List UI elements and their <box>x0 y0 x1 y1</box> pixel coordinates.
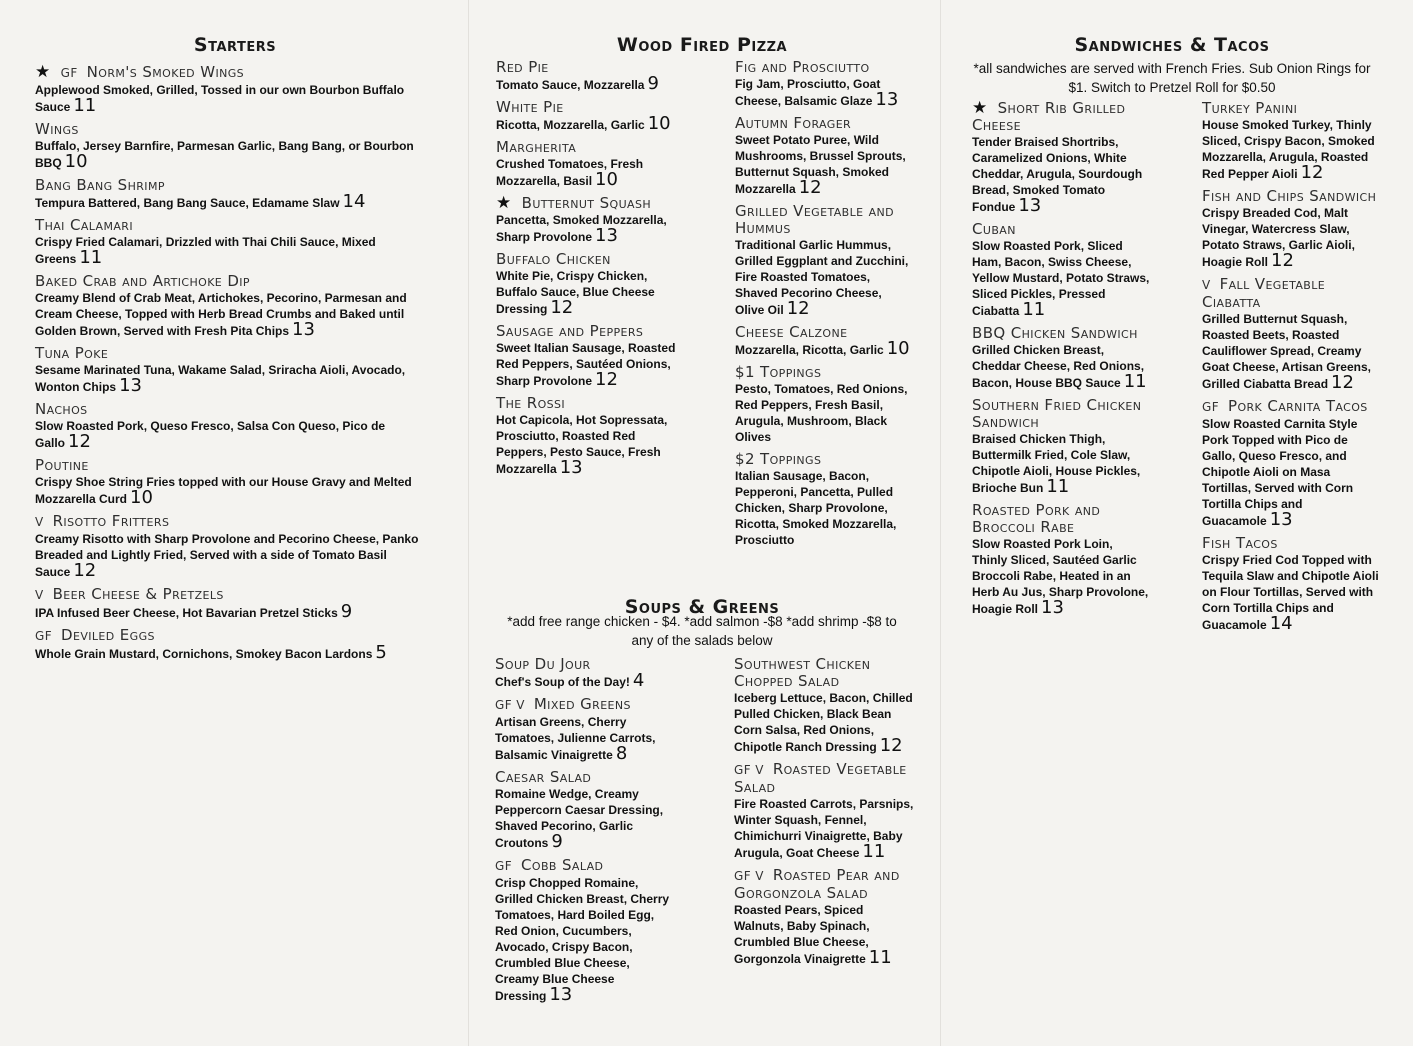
menu-item-description-line <box>496 412 684 477</box>
menu-item <box>1202 535 1380 633</box>
dietary-tag: GF V <box>734 869 764 883</box>
menu-item-description: Romaine Wedge, Creamy Peppercorn Caesar Dressing, Shaved Pecorino, Garlic Croutons <box>495 787 664 850</box>
menu-item-description: Slow Roasted Carnita Style Pork Topped with Pico de Gallo, Queso Fresco, and Chipotle Aioli on Masa Tortillas, Served with Corn Tortilla Chips and Guacamole <box>1202 417 1358 528</box>
menu-item-name: Fish and Chips Sandwich <box>1202 187 1377 205</box>
menu-item-description-line <box>35 290 443 339</box>
menu-item <box>495 769 673 851</box>
dietary-tag: V <box>1202 278 1211 292</box>
menu-item <box>35 273 443 339</box>
menu-item-price: 11 <box>862 841 886 862</box>
menu-item-description-line <box>734 796 914 861</box>
menu-item-description-line <box>1202 205 1380 270</box>
menu-item-name-line <box>495 696 673 714</box>
menu-item <box>35 177 443 211</box>
menu-item-description-line <box>496 73 684 94</box>
menu-item-name-line <box>35 177 443 194</box>
menu-item <box>496 395 684 477</box>
menu-item-description: Crispy Fried Calamari, Drizzled with Thai Chili Sauce, Mixed Greens <box>35 235 376 266</box>
menu-item-description: Braised Chicken Thigh, Buttermilk Fried, Cole Slaw, Chipotle Aioli, House Pickles, Brioche Bun <box>972 432 1141 495</box>
menu-item-name: Nachos <box>35 400 88 418</box>
menu-item-name: Southwest Chicken Chopped Salad <box>734 655 871 690</box>
menu-item-name: Beer Cheese & Pretzels <box>52 585 224 603</box>
menu-item-description: Tomato Sauce, Mozzarella <box>496 78 645 92</box>
dietary-tag: GF <box>60 66 78 80</box>
menu-item-name: Tuna Poke <box>35 344 109 362</box>
menu-item-description-line <box>35 138 443 171</box>
menu-item-price: 13 <box>595 225 618 246</box>
menu-item-description: Hot Capicola, Hot Sopressata, Prosciutto, Roasted Red Peppers, Pesto Sauce, Fresh Mozzarella <box>496 413 668 476</box>
sandwiches-note: *all sandwiches are served with French Fries. Sub Onion Rings for $1. Switch to Pretzel Roll for $0.50 <box>973 61 1371 95</box>
menu-item-description-line <box>735 381 913 445</box>
menu-item-price: 13 <box>559 457 583 478</box>
menu-item-description: Sesame Marinated Tuna, Wakame Salad, Sriracha Aioli, Avocado, Wonton Chips <box>35 363 406 394</box>
menu-item-description: Fire Roasted Carrots, Parsnips, Winter Squash, Fennel, Chimichurri Vinaigrette, Baby Arugula, Goat Cheese <box>734 797 914 860</box>
menu-item-price: 12 <box>879 735 903 756</box>
menu-item-name: Autumn Forager <box>735 114 852 132</box>
menu-item-name: Roasted Vegetable Salad <box>734 760 907 796</box>
menu-item-description: Pancetta, Smoked Mozzarella, Sharp Provolone <box>496 213 667 244</box>
menu-item-name: Buffalo Chicken <box>496 250 611 268</box>
pizza-list-left <box>496 59 684 483</box>
menu-item-description: Crispy Fried Cod Topped with Tequila Slaw and Chipotle Aioli on Flour Tortillas, Served with Corn Tortilla Chips and Guacamole <box>1202 553 1379 632</box>
menu-item-name: Butternut Squash <box>521 194 651 212</box>
menu-item <box>734 761 914 861</box>
menu-item-description: Artisan Greens, Cherry Tomatoes, Julienne Carrots, Balsamic Vinaigrette <box>495 715 656 762</box>
menu-item-name-line <box>972 221 1150 238</box>
menu-item-name-line <box>495 656 673 673</box>
menu-item-description-line <box>495 714 673 763</box>
menu-item-description: Chef's Soup of the Day! <box>495 675 630 689</box>
menu-item-name-line <box>1202 100 1380 117</box>
menu-item-price: 11 <box>1046 476 1070 497</box>
panel-fold-right <box>940 0 941 1046</box>
menu-item-description: Traditional Garlic Hummus, Grilled Eggplant and Zucchini, Fire Roasted Tomatoes, Shaved Pecorino Cheese, Olive Oil <box>735 238 909 317</box>
menu-item-description-line <box>35 234 443 267</box>
menu-item-name-line <box>35 457 443 474</box>
menu-item-name-line <box>495 857 673 875</box>
sandwiches-list-right <box>1202 100 1380 639</box>
menu-item <box>35 586 443 621</box>
menu-item <box>35 401 443 451</box>
soups-note: *add free range chicken - $4. *add salmon -$8 *add shrimp -$8 to any of the salads below <box>507 614 897 648</box>
menu-item-name-line <box>972 397 1150 431</box>
menu-item-price: 10 <box>595 169 618 190</box>
menu-item-name-line <box>496 139 684 156</box>
menu-item-description-line <box>972 342 1150 391</box>
menu-item-price: 11 <box>1022 299 1046 320</box>
menu-item <box>496 323 684 389</box>
menu-item-name-line <box>496 323 684 340</box>
menu-item <box>1202 276 1380 392</box>
menu-item-name: Fish Tacos <box>1202 534 1278 552</box>
menu-item-name: Cuban <box>972 220 1016 238</box>
menu-item <box>495 696 673 763</box>
menu-item-name: Baked Crab and Artichoke Dip <box>35 272 250 290</box>
dietary-tag: GF V <box>734 763 764 777</box>
menu-item-name-line <box>35 401 443 418</box>
menu-item-name: Poutine <box>35 456 89 474</box>
menu-item-description: Roasted Pears, Spiced Walnuts, Baby Spinach, Crumbled Blue Cheese, Gorgonzola Vinaigrette <box>734 903 870 966</box>
menu-item-description: Slow Roasted Pork, Queso Fresco, Salsa Con Queso, Pico de Gallo <box>35 419 386 450</box>
menu-item-description-line <box>495 786 673 851</box>
menu-item-description: Slow Roasted Pork Loin, Thinly Sliced, Sautéed Garlic Broccoli Rabe, Heated in an Herb Au Jus, Sharp Provolone, Hoagie Roll <box>972 537 1149 616</box>
menu-item-description-line <box>35 82 443 115</box>
menu-item-name-line <box>734 656 914 690</box>
menu-item-description: Crisp Chopped Romaine, Grilled Chicken Breast, Cherry Tomatoes, Hard Boiled Egg, Red Onion, Cucumbers, Avocado, Crispy Bacon, Crumbled Blue Cheese, Creamy Blue Cheese Dressing <box>495 876 670 1003</box>
menu-item-description-line <box>735 338 913 359</box>
menu-item-price: 12 <box>595 369 618 390</box>
menu-item <box>35 513 443 580</box>
menu-item <box>496 195 684 245</box>
menu-item-description-line <box>972 134 1150 215</box>
menu-item <box>495 857 673 1004</box>
menu-item-description-line <box>35 601 443 622</box>
menu-item-price: 5 <box>375 642 387 663</box>
menu-item <box>495 656 673 690</box>
menu-item-name-line <box>35 121 443 138</box>
menu-item-name: Cheese Calzone <box>735 323 848 341</box>
menu-item-price: 12 <box>1300 162 1324 183</box>
dietary-tag: GF V <box>495 698 525 712</box>
menu-item-name-line <box>1202 535 1380 552</box>
sandwiches-title: Sandwiches & Tacos <box>1074 34 1270 56</box>
menu-item-price: 9 <box>340 601 353 622</box>
menu-item <box>735 324 913 358</box>
star-icon: ★ <box>35 62 51 82</box>
menu-item-description: Sweet Italian Sausage, Roasted Red Peppers, Sautéed Onions, Sharp Provolone <box>496 341 676 388</box>
menu-item-price: 13 <box>119 375 142 396</box>
menu-item-description-line <box>495 670 673 691</box>
menu-item <box>1202 398 1380 529</box>
menu-item-price: 12 <box>786 298 810 319</box>
menu-item-description: Crispy Shoe String Fries topped with our House Gravy and Melted Mozzarella Curd <box>35 475 412 506</box>
menu-item-description: Mozzarella, Ricotta, Garlic <box>735 343 884 357</box>
menu-item-description-line <box>35 642 443 663</box>
menu-item <box>35 627 443 662</box>
menu-item-description-line <box>1202 311 1380 392</box>
menu-item-price: 10 <box>64 151 88 172</box>
menu-item <box>734 656 914 755</box>
menu-item-price: 12 <box>1271 250 1294 271</box>
menu-item-description: Sweet Potato Puree, Wild Mushrooms, Brussel Sprouts, Butternut Squash, Smoked Mozzarella <box>735 133 906 196</box>
menu-item-name: Red Pie <box>496 58 549 76</box>
menu-item-description-line <box>972 536 1150 617</box>
menu-item-description-line <box>1202 117 1380 182</box>
menu-item-name: $1 Toppings <box>735 363 822 381</box>
menu-item <box>735 203 913 318</box>
menu-item-price: 12 <box>73 560 97 581</box>
star-icon: ★ <box>972 98 988 118</box>
menu-item-name: Short Rib Grilled Cheese <box>972 99 1126 134</box>
menu-item <box>1202 188 1380 270</box>
menu-item-price: 11 <box>73 95 97 116</box>
menu-item-name-line <box>495 769 673 786</box>
menu-item-name-line <box>35 345 443 362</box>
menu-item-description-line <box>735 132 913 197</box>
menu-item-description: Crispy Breaded Cod, Malt Vinegar, Watercress Slaw, Potato Straws, Garlic Aioli, Hoagie Roll <box>1202 206 1355 269</box>
menu-item-description-line <box>735 76 913 109</box>
menu-item-description: Pesto, Tomatoes, Red Onions, Red Peppers, Fresh Basil, Arugula, Mushroom, Black Olives <box>735 382 908 444</box>
menu-item <box>735 59 913 109</box>
menu-item-description: Slow Roasted Pork, Sliced Ham, Bacon, Swiss Cheese, Yellow Mustard, Potato Straws, Sliced Pickles, Pressed Ciabatta <box>972 239 1150 318</box>
menu-item <box>972 100 1150 215</box>
menu-item <box>35 121 443 171</box>
dietary-tag: GF <box>495 859 513 873</box>
menu-item-description: Creamy Blend of Crab Meat, Artichokes, Pecorino, Parmesan and Cream Cheese, Topped with Herb Bread Crumbs and Baked until Golden Brown, Served with Fresh Pita Chips <box>35 291 407 338</box>
menu-item-description-line <box>1202 416 1380 529</box>
menu-item-price: 14 <box>342 191 366 212</box>
menu-item-description-line <box>972 238 1150 319</box>
starters-list <box>35 64 443 668</box>
menu-item-price: 13 <box>1269 509 1293 530</box>
menu-item-name: The Rossi <box>496 394 566 412</box>
menu-item-name: Bang Bang Shrimp <box>35 176 165 194</box>
menu-item <box>735 115 913 197</box>
menu-item-price: 13 <box>875 89 899 110</box>
sandwiches-list-left <box>972 100 1150 623</box>
menu-item-price: 12 <box>798 177 822 198</box>
menu-item-description-line <box>496 113 684 134</box>
menu-item-price: 11 <box>79 247 103 268</box>
menu-item-description-line <box>734 902 914 967</box>
menu-item-name: Norm's Smoked Wings <box>86 63 245 81</box>
menu-item-name: Southern Fried Chicken Sandwich <box>972 396 1142 431</box>
menu-item-description-line <box>496 212 684 245</box>
menu-item-price: 13 <box>549 984 573 1005</box>
menu-item-description-line <box>35 474 443 507</box>
menu-item <box>496 59 684 93</box>
dietary-tag: V <box>35 588 44 602</box>
menu-item-description: Grilled Chicken Breast, Cheddar Cheese, Red Onions, Bacon, House BBQ Sauce <box>972 343 1145 390</box>
menu-item-description: Italian Sausage, Bacon, Pepperoni, Pancetta, Pulled Chicken, Sharp Provolone, Ricotta, Smoked Mozzarella, Prosciutto <box>735 469 897 547</box>
menu-item <box>35 457 443 507</box>
menu-item-description-line <box>35 531 443 580</box>
menu-item-price: 13 <box>1041 597 1064 618</box>
menu-item-price: 12 <box>68 431 91 452</box>
dietary-tag: GF <box>1202 400 1220 414</box>
menu-item-price: 10 <box>130 487 153 508</box>
menu-item-description-line <box>35 418 443 451</box>
menu-item-name: Caesar Salad <box>495 768 592 786</box>
menu-item <box>35 64 443 115</box>
menu-item-name-line <box>734 761 914 796</box>
menu-item-name: Roasted Pear and Gorgonzola Salad <box>734 866 900 902</box>
menu-item-description-line <box>1202 552 1380 633</box>
menu-item-description-line <box>735 468 913 548</box>
menu-item-price: 10 <box>647 113 671 134</box>
menu-item-description: Tempura Battered, Bang Bang Sauce, Edamame Slaw <box>35 196 340 210</box>
menu-item-name: Fig and Prosciutto <box>735 58 870 76</box>
menu-item-description-line <box>35 362 443 395</box>
menu-item-description: Fig Jam, Prosciutto, Goat Cheese, Balsamic Glaze <box>735 77 881 108</box>
menu-item-description: Creamy Risotto with Sharp Provolone and Pecorino Cheese, Panko Breaded and Lightly Fried, Served with a side of Tomato Basil Sauce <box>35 532 419 579</box>
menu-item-description-line <box>734 690 914 755</box>
menu-item <box>972 221 1150 319</box>
menu-item-name: Thai Calamari <box>35 216 133 234</box>
menu-item-name-line <box>735 364 913 381</box>
star-icon: ★ <box>496 193 512 213</box>
menu-item <box>734 867 914 967</box>
menu-item-name-line <box>972 325 1150 342</box>
menu-item-price: 12 <box>550 297 574 318</box>
menu-item-description: IPA Infused Beer Cheese, Hot Bavarian Pretzel Sticks <box>35 606 338 620</box>
menu-item-description: Buffalo, Jersey Barnfire, Parmesan Garlic, Bang Bang, or Bourbon BBQ <box>35 139 414 170</box>
menu-item-name-line <box>972 502 1150 536</box>
menu-item-name: Turkey Panini <box>1202 99 1298 117</box>
menu-item-name: White Pie <box>496 98 564 116</box>
menu-item-description: House Smoked Turkey, Thinly Sliced, Crispy Bacon, Smoked Mozzarella, Arugula, Roasted Red Pepper Aioli <box>1202 118 1375 181</box>
menu-item-name: $2 Toppings <box>735 450 822 468</box>
menu-item <box>735 451 913 548</box>
menu-item-name-line <box>735 59 913 76</box>
menu-item-description-line <box>735 237 913 318</box>
menu-item-price: 9 <box>647 73 659 94</box>
pizza-title: Wood Fired Pizza <box>616 34 788 56</box>
menu-item-price: 9 <box>551 831 563 852</box>
menu-item-price: 13 <box>292 319 315 340</box>
menu-item <box>496 99 684 133</box>
pizza-list-right <box>735 59 913 554</box>
menu-item <box>735 364 913 445</box>
menu-item-description: Ricotta, Mozzarella, Garlic <box>496 118 645 132</box>
menu-item <box>1202 100 1380 182</box>
menu-item-name: Soup Du Jour <box>495 655 591 673</box>
dietary-tag: GF <box>35 629 53 643</box>
menu-item <box>35 345 443 395</box>
menu-item-name: Roasted Pork and Broccoli Rabe <box>972 501 1101 536</box>
dietary-tag: V <box>35 515 44 529</box>
menu-item-name: Risotto Fritters <box>52 512 170 530</box>
menu-item-price: 13 <box>1018 195 1042 216</box>
menu-item-name-line <box>735 451 913 468</box>
menu-item-name-line <box>734 867 914 902</box>
menu-item-name: Pork Carnita Tacos <box>1228 397 1368 415</box>
menu-item-name-line <box>735 203 913 237</box>
menu-item-description: Tender Braised Shortribs, Caramelized Onions, White Cheddar, Arugula, Sourdough Bread, Smoked Tomato Fondue <box>972 135 1143 214</box>
menu-item-description: White Pie, Crispy Chicken, Buffalo Sauce, Blue Cheese Dressing <box>496 269 655 316</box>
menu-item-name: Wings <box>35 120 79 138</box>
menu-item-name: Grilled Vegetable and Hummus <box>735 202 895 237</box>
menu-item-price: 11 <box>1123 371 1147 392</box>
menu-item-description: Iceberg Lettuce, Bacon, Chilled Pulled Chicken, Black Bean Corn Salsa, Red Onions, Chipotle Ranch Dressing <box>734 691 913 754</box>
menu-item-name-line <box>35 217 443 234</box>
menu-item-name: Fall Vegetable Ciabatta <box>1202 275 1326 311</box>
soups-list-left <box>495 656 673 1010</box>
menu-item-description: Grilled Butternut Squash, Roasted Beets, Roasted Cauliflower Spread, Creamy Goat Cheese, Artisan Greens, Grilled Ciabatta Bread <box>1202 312 1371 391</box>
menu-item-description-line <box>496 156 684 189</box>
menu-item-name-line <box>496 251 684 268</box>
menu-item-name-line <box>35 64 443 82</box>
soups-title: Soups & Greens <box>624 596 780 618</box>
menu-item <box>496 251 684 317</box>
menu-item-description-line <box>35 191 443 212</box>
menu-item-description: Whole Grain Mustard, Cornichons, Smokey Bacon Lardons <box>35 647 373 661</box>
menu-item-name: Deviled Eggs <box>61 626 155 644</box>
menu-item <box>496 139 684 189</box>
menu-item-name: Cobb Salad <box>521 856 604 874</box>
menu-item <box>972 397 1150 496</box>
menu-item-description-line <box>496 340 684 389</box>
starters-title: Starters <box>193 34 277 56</box>
menu-item-price: 8 <box>615 743 628 764</box>
soups-list-right <box>734 656 914 973</box>
menu-item-name-line <box>35 586 443 604</box>
menu-item-name-line <box>35 513 443 531</box>
menu-item-description-line <box>496 268 684 317</box>
menu-item-description: Applewood Smoked, Grilled, Tossed in our own Bourbon Buffalo Sauce <box>35 83 405 114</box>
menu-item-name: Mixed Greens <box>533 695 631 713</box>
menu-item <box>972 502 1150 617</box>
menu-item <box>35 217 443 267</box>
menu-item-price: 14 <box>1269 613 1293 634</box>
menu-item-name-line <box>1202 276 1380 311</box>
menu-item-price: 12 <box>1331 372 1354 393</box>
menu-item-description-line <box>495 875 673 1004</box>
menu-item-price: 4 <box>632 670 645 691</box>
menu-item-name-line <box>35 273 443 290</box>
menu-item <box>972 325 1150 391</box>
menu-item-price: 10 <box>886 338 910 359</box>
menu-item-name-line <box>496 395 684 412</box>
menu-item-name-line <box>1202 398 1380 416</box>
menu-item-name: BBQ Chicken Sandwich <box>972 324 1138 342</box>
menu-item-price: 11 <box>868 947 892 968</box>
menu-item-name-line <box>496 195 684 212</box>
menu-item-name: Sausage and Peppers <box>496 322 644 340</box>
menu-item-name-line <box>972 100 1150 134</box>
menu-item-name-line <box>1202 188 1380 205</box>
menu-item-name: Margherita <box>496 138 577 156</box>
panel-fold-left <box>468 0 469 1046</box>
menu-item-description-line <box>972 431 1150 496</box>
menu-item-name-line <box>735 115 913 132</box>
menu-item-description: Crushed Tomatoes, Fresh Mozzarella, Basil <box>496 157 644 188</box>
